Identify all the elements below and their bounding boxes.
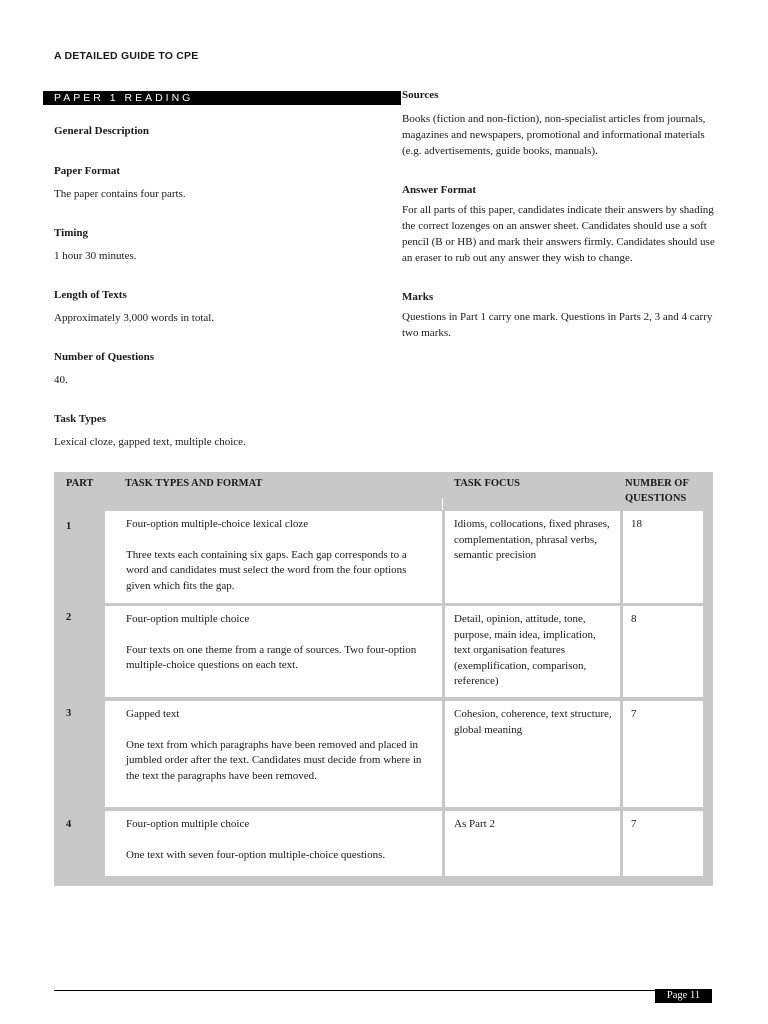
row1-task-title: Four-option multiple-choice lexical cloze [126, 518, 309, 530]
row4-count-cell [623, 811, 703, 876]
length-section [54, 288, 374, 326]
row1-task-cell [105, 511, 442, 603]
right-column [402, 88, 720, 361]
length-heading: Length of Texts [54, 289, 127, 301]
paper-format-heading: Paper Format [54, 165, 121, 177]
row2-count-cell [623, 606, 703, 697]
row2-count: 8 [631, 613, 637, 625]
row3-task-title: Gapped text [126, 708, 180, 720]
row2-task-title: Four-option multiple choice [126, 613, 250, 625]
answer-format-text: For all parts of this paper, candidates indicate their answers by shading the correct lozenges on an answer sheet. Candidates should use a soft pencil (B or HB) and mark their answers firmly. Candidates should use an eraser to rub out any answer they wish to change. [402, 204, 715, 264]
row3-part: 3 [66, 708, 72, 719]
row1-count-cell [623, 511, 703, 603]
marks-text: Questions in Part 1 carry one mark. Questions in Parts 2, 3 and 4 carry two marks. [402, 311, 713, 339]
guide-title: A DETAILED GUIDE TO CPE [54, 50, 199, 62]
header-number-line1: NUMBER OF [625, 478, 689, 489]
timing-text: 1 hour 30 minutes. [54, 250, 137, 262]
timing-section [54, 226, 374, 264]
row4-task-desc: One text with seven four-option multiple-choice questions. [126, 848, 386, 861]
row1-count: 18 [631, 518, 642, 530]
row1-task-desc: Three texts each containing six gaps. Each gap corresponds to a word and candidates must select the word from the four options given which fits the gap. [126, 548, 407, 592]
answer-format-section [402, 183, 720, 266]
sources-section [402, 88, 720, 159]
row4-count: 7 [631, 818, 637, 830]
row3-task-cell [105, 701, 442, 807]
row3-focus: Cohesion, coherence, text structure, global meaning [454, 708, 612, 736]
length-text: Approximately 3,000 words in total. [54, 312, 215, 324]
questions-text: 40. [54, 374, 68, 386]
task-types-text: Lexical cloze, gapped text, multiple choice. [54, 436, 246, 448]
paper-format-text: The paper contains four parts. [54, 188, 186, 200]
task-types-section [54, 412, 374, 450]
row4-part: 4 [66, 819, 72, 830]
row2-task-cell [105, 606, 442, 697]
left-column [54, 124, 374, 470]
row4-focus: As Part 2 [454, 818, 495, 830]
row4-task-cell [105, 811, 442, 876]
questions-heading: Number of Questions [54, 351, 155, 363]
paper-section-label: PAPER 1 READING [43, 91, 401, 105]
answer-format-heading: Answer Format [402, 184, 477, 196]
row1-focus: Idioms, collocations, fixed phrases, complementation, phrasal verbs, semantic precision [454, 518, 610, 561]
footer-divider [54, 990, 712, 991]
row3-count: 7 [631, 708, 637, 720]
general-description-section [54, 124, 374, 138]
row3-count-cell [623, 701, 703, 807]
row2-task-desc: Four texts on one theme from a range of sources. Two four-option multiple-choice questions on each text. [126, 643, 417, 671]
timing-heading: Timing [54, 227, 89, 239]
task-table [54, 472, 713, 886]
questions-section [54, 350, 374, 388]
header-task-types: TASK TYPES AND FORMAT [125, 478, 263, 489]
row2-focus: Detail, opinion, attitude, tone, purpose, main idea, implication, text organisation features (exemplification, comparison, reference) [454, 613, 596, 687]
task-types-heading: Task Types [54, 413, 107, 425]
row2-part: 2 [66, 612, 72, 623]
row4-task-title: Four-option multiple choice [126, 818, 250, 830]
header-number-line2: QUESTIONS [625, 493, 687, 504]
sources-heading: Sources [402, 89, 439, 101]
header-task-focus: TASK FOCUS [454, 478, 521, 489]
header-part: PART [66, 478, 94, 489]
row1-part: 1 [66, 521, 72, 532]
general-description-heading: General Description [54, 125, 150, 137]
row1-focus-cell [445, 511, 620, 603]
row3-task-desc: One text from which paragraphs have been removed and placed in jumbled order after the text. Candidates must decide from where in the text the paragraphs have been removed. [126, 738, 422, 782]
row2-focus-cell [445, 606, 620, 697]
page-number: Page 11 [655, 989, 712, 1003]
marks-section [402, 290, 720, 341]
header-divider [442, 498, 443, 510]
row4-focus-cell [445, 811, 620, 876]
row3-focus-cell [445, 701, 620, 807]
paper-format-section [54, 164, 374, 202]
header-number-of-questions [625, 476, 689, 506]
marks-heading: Marks [402, 291, 434, 303]
sources-text: Books (fiction and non-fiction), non-specialist articles from journals, magazines and newspapers, promotional and informational materials (e.g. advertisements, guide books, manuals). [402, 113, 706, 157]
